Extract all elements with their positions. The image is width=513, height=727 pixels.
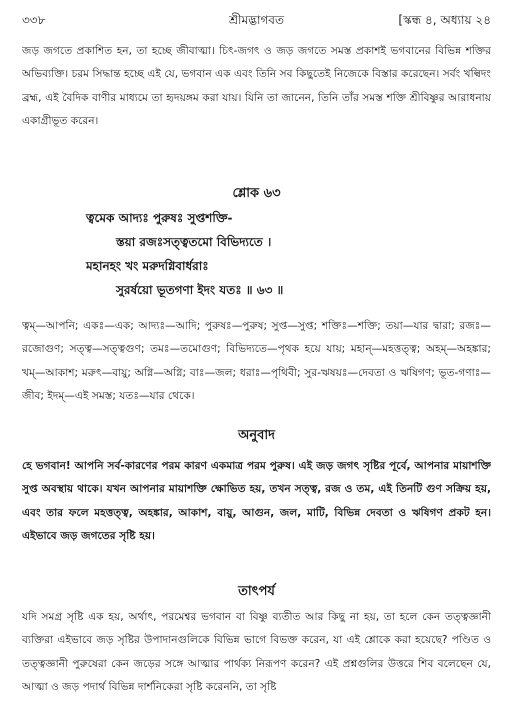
translation-heading: অনুবাদ <box>238 428 275 443</box>
translation-paragraph: হে ভগবান! আপনি সর্ব-কারণের পরম কারণ একমাত্র পরম পুরুষ। এই জড় জগৎ সৃষ্টির পূর্বে, আপনার মায়াশক্তি সুপ্ত অবস্থায় থাকে। যখন আপনার মায়াশক্তি ক্ষোভিত হয়, তখন সত্ত্ব, রজ ও তম, এই তিনটি গুণ সক্রিয় হয়, এবং তার ফলে মহত্তত্ত্ব, অহঙ্কার, আকাশ, বায়ু, আগুন, জল, মাটি, বিভিন্ন দেবতা ও ঋষিগণ প্রকট হন। এইভাবে জড় জগতের সৃষ্টি হয়। <box>22 460 491 543</box>
verse-heading: শ্লোক ৬৩ <box>232 186 281 201</box>
running-header <box>22 12 491 34</box>
verse-text <box>60 206 500 302</box>
verse-line: সুরর্ষয়ো ভূতগণা ইদং যতঃ ॥ ৬৩ ॥ <box>116 283 284 297</box>
chapter-reference: [স্কন্ধ ৪, অধ্যায় ২৪ <box>398 13 491 27</box>
page-number: ৩৩৮ <box>22 13 46 27</box>
verse-line: স্তয়া রজঃসত্ত্বতমো বিভিদ্যতে । <box>116 235 272 249</box>
synonyms-paragraph: ত্বম্—আপনি; একঃ—এক; আদ্যঃ—আদি; পুরুষঃ—পুরুষ; সুপ্ত—সুপ্ত; শক্তিঃ—শক্তি; তয়া—যার দ্বারা; রজঃ—রজোগুণ; সত্ত্ব—সত্ত্বগুণ; তমঃ—তমোগুণ; বিভিদ্যতে—পৃথক হয়ে যায়; মহান্—মহত্তত্ত্ব; অহম্—অহঙ্কার; খম্—আকাশ; মরুৎ—বায়ু; অগ্নি—অগ্নি; বাঃ—জল; ধরাঃ—পৃথিবী; সুর-ঋষয়ঃ—দেবতা ও ঋষিগণ; ভূত-গণাঃ—জীব; ইদম্—এই সমস্ত; যতঃ—যার থেকে। <box>22 320 491 403</box>
book-title: শ্রীমদ্ভাগবত <box>228 13 284 27</box>
purport-paragraph: যদি সমগ্র সৃষ্টি এক হয়, অর্থাৎ, পরমেশ্বর ভগবান বা বিষ্ণু ব্যতীত আর কিছু না হয়, তা হলে কেন তত্ত্বজ্ঞানী ব্যক্তিরা এইভাবে জড় সৃষ্টির উপাদানগুলিকে বিভিন্ন ভাগে বিভক্ত করেন, যা এই শ্লোকে করা হয়েছে? পণ্ডিত ও তত্ত্বজ্ঞানী পুরুষেরা কেন জড়ের সঙ্গে আত্মার পার্থক্য নিরূপণ করেন? এই প্রশ্নগুলির উত্তরে শিব বলেছেন যে, আত্মা ও জড় পদার্থ বিভিন্ন দার্শনিকেরা সৃষ্টি করেননি, তা সৃষ্টি <box>22 611 491 694</box>
purport-heading: তাৎপর্য <box>238 584 275 599</box>
intro-paragraph: জড় জগতে প্রকাশিত হন, তা হচ্ছে জীবাত্মা। চিৎ-জগৎ ও জড় জগতে সমস্ত প্রকাশই ভগবানের বিভিন্ন শক্তির অভিব্যক্তি। চরম সিদ্ধান্ত হচ্ছে এই যে, ভগবান এক এবং তিনি সব কিছুতেই নিজেকে বিস্তার করেছেন। সর্বং খল্বিদং ব্রহ্ম, এই বৈদিক বাণীর মাধ্যমে তা হৃদয়ঙ্গম করা যায়। যিনি তা জানেন, তিনি তাঁর সমস্ত শক্তি শ্রীবিষ্ণুর আরাধনায় একাগ্রীভূত করেন। <box>22 45 491 128</box>
verse-line: ত্বমেক আদ্যঃ পুরুষঃ সুপ্তশক্তি- <box>86 211 233 225</box>
verse-line: মহানহং খং মরুদগ্নিবার্ধরাঃ <box>86 259 209 273</box>
